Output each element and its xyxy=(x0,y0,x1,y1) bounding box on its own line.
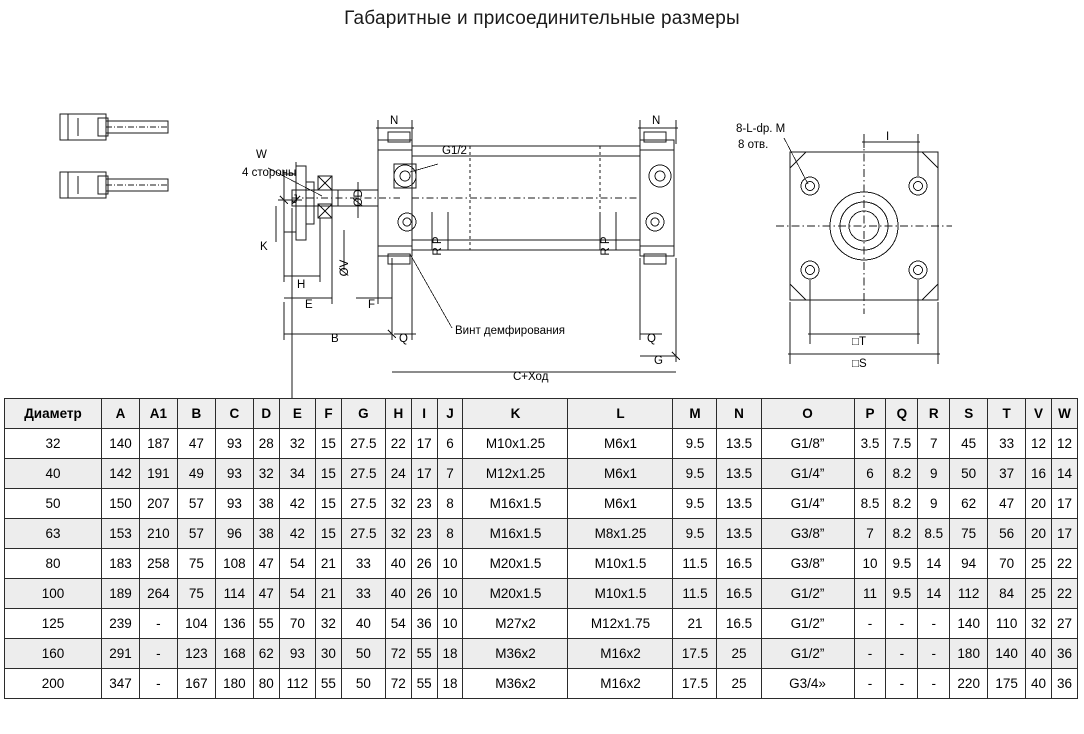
cell-j: 10 xyxy=(437,609,463,639)
label-diameter-d: ØD xyxy=(353,189,365,207)
cell-a: 291 xyxy=(102,639,140,669)
cell-i: 26 xyxy=(411,579,437,609)
cell-t: 140 xyxy=(988,639,1026,669)
cell-m: 9.5 xyxy=(673,459,717,489)
cell-h: 40 xyxy=(385,549,411,579)
cell-j: 8 xyxy=(437,519,463,549)
cell-l: M16x2 xyxy=(568,669,673,699)
column-header-w: W xyxy=(1051,399,1077,429)
table-header-row xyxy=(5,399,1078,429)
cell-o: G1/2” xyxy=(761,579,854,609)
column-header-l: L xyxy=(568,399,673,429)
cell-c: 93 xyxy=(215,459,253,489)
cell-g: 27.5 xyxy=(341,489,385,519)
cell-e: 54 xyxy=(279,549,315,579)
cell-n: 13.5 xyxy=(717,489,761,519)
cell-r: 14 xyxy=(918,549,950,579)
cell-w: 36 xyxy=(1051,669,1077,699)
cell-s: 50 xyxy=(950,459,988,489)
cell-i: 55 xyxy=(411,639,437,669)
cell-f: 30 xyxy=(316,639,342,669)
cell-b: 104 xyxy=(177,609,215,639)
cell-l: M6x1 xyxy=(568,429,673,459)
cell-d: 47 xyxy=(253,579,279,609)
column-header-a: A xyxy=(102,399,140,429)
cell-t: 84 xyxy=(988,579,1026,609)
label-rp-front: R P xyxy=(432,236,444,256)
cell-m: 11.5 xyxy=(673,579,717,609)
cell-m: 21 xyxy=(673,609,717,639)
cell-c: 96 xyxy=(215,519,253,549)
cell-m: 9.5 xyxy=(673,489,717,519)
cell-s: 180 xyxy=(950,639,988,669)
cell-q: 8.2 xyxy=(886,489,918,519)
cell-n: 13.5 xyxy=(717,429,761,459)
column-header-t: T xyxy=(988,399,1026,429)
cell-v: 20 xyxy=(1026,489,1052,519)
cell-c: 93 xyxy=(215,489,253,519)
cell-j: 6 xyxy=(437,429,463,459)
table-row xyxy=(5,429,1078,459)
cell-l: M10x1.5 xyxy=(568,579,673,609)
cell-a1: 187 xyxy=(139,429,177,459)
thumbnail-bottom xyxy=(60,172,168,198)
cell-f: 32 xyxy=(316,609,342,639)
cell-t: 70 xyxy=(988,549,1026,579)
column-header-h: H xyxy=(385,399,411,429)
cell-e: 70 xyxy=(279,609,315,639)
column-header--diameter: Диаметр xyxy=(5,399,102,429)
cell-t: 175 xyxy=(988,669,1026,699)
cell-b: 47 xyxy=(177,429,215,459)
label-g12: G1/2 xyxy=(442,145,467,157)
cell-k: M36x2 xyxy=(463,669,568,699)
cell-j: 18 xyxy=(437,669,463,699)
cell-a: 150 xyxy=(102,489,140,519)
cell-o: G3/8” xyxy=(761,519,854,549)
cell-s: 62 xyxy=(950,489,988,519)
cell-r: - xyxy=(918,639,950,669)
thumbnail-top xyxy=(60,114,168,140)
cell-n: 16.5 xyxy=(717,579,761,609)
label-holes: 8-L-dp. M xyxy=(736,123,786,135)
column-header-q: Q xyxy=(886,399,918,429)
label-f: F xyxy=(368,299,376,311)
label-q-rear: Q xyxy=(647,333,656,345)
cell-r: - xyxy=(918,669,950,699)
cell-k: M16x1.5 xyxy=(463,519,568,549)
cell-a1: 258 xyxy=(139,549,177,579)
cell-n: 13.5 xyxy=(717,519,761,549)
cell-m: 9.5 xyxy=(673,429,717,459)
cell-v: 25 xyxy=(1026,579,1052,609)
column-header-f: F xyxy=(316,399,342,429)
cell-w: 14 xyxy=(1051,459,1077,489)
column-header-r: R xyxy=(918,399,950,429)
cell-n: 13.5 xyxy=(717,459,761,489)
table-row xyxy=(5,639,1078,669)
cell-w: 22 xyxy=(1051,549,1077,579)
cell-e: 34 xyxy=(279,459,315,489)
cell-diameter: 63 xyxy=(5,519,102,549)
cell-diameter: 160 xyxy=(5,639,102,669)
cell-r: 9 xyxy=(918,489,950,519)
cell-h: 72 xyxy=(385,669,411,699)
cell-p: 3.5 xyxy=(854,429,886,459)
label-h: H xyxy=(297,279,306,291)
cell-a: 153 xyxy=(102,519,140,549)
label-g: G xyxy=(654,355,663,367)
cell-p: - xyxy=(854,609,886,639)
cell-s: 140 xyxy=(950,609,988,639)
cell-r: - xyxy=(918,609,950,639)
cell-q: 8.2 xyxy=(886,459,918,489)
label-rp-rear: R P xyxy=(600,236,612,256)
cell-f: 55 xyxy=(316,669,342,699)
cell-w: 17 xyxy=(1051,519,1077,549)
cell-n: 25 xyxy=(717,639,761,669)
cell-a1: - xyxy=(139,639,177,669)
cell-a: 239 xyxy=(102,609,140,639)
cell-t: 56 xyxy=(988,519,1026,549)
cell-h: 24 xyxy=(385,459,411,489)
label-n-rear: N xyxy=(652,115,661,127)
cell-d: 28 xyxy=(253,429,279,459)
cell-b: 49 xyxy=(177,459,215,489)
label-e: E xyxy=(305,299,313,311)
cell-h: 54 xyxy=(385,609,411,639)
label-c-stroke: C+Ход xyxy=(513,371,549,383)
cell-c: 93 xyxy=(215,429,253,459)
cell-p: 10 xyxy=(854,549,886,579)
drawing-svg xyxy=(0,46,1084,386)
cell-a: 140 xyxy=(102,429,140,459)
cell-k: M10x1.25 xyxy=(463,429,568,459)
cell-b: 75 xyxy=(177,549,215,579)
column-header-d: D xyxy=(253,399,279,429)
cell-n: 16.5 xyxy=(717,549,761,579)
cell-b: 75 xyxy=(177,579,215,609)
cell-f: 15 xyxy=(316,489,342,519)
label-k: K xyxy=(260,241,268,253)
cell-p: 7 xyxy=(854,519,886,549)
cell-q: - xyxy=(886,609,918,639)
cell-j: 10 xyxy=(437,549,463,579)
cell-m: 17.5 xyxy=(673,639,717,669)
cell-g: 50 xyxy=(341,639,385,669)
cell-b: 57 xyxy=(177,519,215,549)
cell-e: 42 xyxy=(279,519,315,549)
cell-a1: - xyxy=(139,669,177,699)
cell-e: 112 xyxy=(279,669,315,699)
dimensions-table xyxy=(4,398,1078,699)
cell-e: 32 xyxy=(279,429,315,459)
cell-l: M6x1 xyxy=(568,489,673,519)
cell-i: 23 xyxy=(411,489,437,519)
cell-l: M8x1.25 xyxy=(568,519,673,549)
cell-i: 36 xyxy=(411,609,437,639)
column-header-b: B xyxy=(177,399,215,429)
cell-q: 9.5 xyxy=(886,579,918,609)
label-j: J xyxy=(292,194,298,206)
cell-w: 17 xyxy=(1051,489,1077,519)
cell-j: 8 xyxy=(437,489,463,519)
cell-j: 10 xyxy=(437,579,463,609)
cell-j: 7 xyxy=(437,459,463,489)
label-n-front: N xyxy=(390,115,399,127)
cell-v: 32 xyxy=(1026,609,1052,639)
column-header-j: J xyxy=(437,399,463,429)
cell-n: 25 xyxy=(717,669,761,699)
cell-a1: 210 xyxy=(139,519,177,549)
cell-m: 9.5 xyxy=(673,519,717,549)
cell-c: 168 xyxy=(215,639,253,669)
cell-r: 7 xyxy=(918,429,950,459)
cell-h: 40 xyxy=(385,579,411,609)
cell-d: 38 xyxy=(253,489,279,519)
column-header-m: M xyxy=(673,399,717,429)
cell-a1: 207 xyxy=(139,489,177,519)
table-row xyxy=(5,459,1078,489)
cell-q: 7.5 xyxy=(886,429,918,459)
cell-i: 17 xyxy=(411,459,437,489)
cell-p: 6 xyxy=(854,459,886,489)
cell-g: 40 xyxy=(341,609,385,639)
column-header-g: G xyxy=(341,399,385,429)
cell-f: 21 xyxy=(316,549,342,579)
cell-i: 55 xyxy=(411,669,437,699)
table-row xyxy=(5,489,1078,519)
cell-e: 54 xyxy=(279,579,315,609)
cell-k: M12x1.25 xyxy=(463,459,568,489)
cell-d: 38 xyxy=(253,519,279,549)
column-header-c: C xyxy=(215,399,253,429)
cell-p: - xyxy=(854,639,886,669)
cell-j: 18 xyxy=(437,639,463,669)
cell-diameter: 50 xyxy=(5,489,102,519)
table-row xyxy=(5,579,1078,609)
cell-l: M10x1.5 xyxy=(568,549,673,579)
cell-t: 110 xyxy=(988,609,1026,639)
cell-a1: 264 xyxy=(139,579,177,609)
cell-k: M36x2 xyxy=(463,639,568,669)
cell-i: 26 xyxy=(411,549,437,579)
cell-a1: 191 xyxy=(139,459,177,489)
column-header-n: N xyxy=(717,399,761,429)
cell-g: 27.5 xyxy=(341,429,385,459)
column-header-k: K xyxy=(463,399,568,429)
cell-v: 20 xyxy=(1026,519,1052,549)
cell-w: 27 xyxy=(1051,609,1077,639)
label-w-sub: 4 стороны xyxy=(242,167,297,179)
cell-d: 62 xyxy=(253,639,279,669)
cell-w: 36 xyxy=(1051,639,1077,669)
cell-c: 108 xyxy=(215,549,253,579)
cell-t: 37 xyxy=(988,459,1026,489)
cell-o: G1/4” xyxy=(761,489,854,519)
label-damping-screw: Винт демфирования xyxy=(455,325,565,337)
cell-o: G1/2” xyxy=(761,609,854,639)
cell-q: - xyxy=(886,669,918,699)
cell-diameter: 100 xyxy=(5,579,102,609)
technical-drawing xyxy=(0,46,1084,386)
cylinder-front-view xyxy=(776,138,952,314)
cell-h: 32 xyxy=(385,519,411,549)
cell-a: 347 xyxy=(102,669,140,699)
cell-l: M6x1 xyxy=(568,459,673,489)
cell-v: 25 xyxy=(1026,549,1052,579)
cell-l: M12x1.75 xyxy=(568,609,673,639)
label-w: W xyxy=(256,149,267,161)
cell-h: 32 xyxy=(385,489,411,519)
cell-diameter: 80 xyxy=(5,549,102,579)
cell-f: 21 xyxy=(316,579,342,609)
cell-s: 75 xyxy=(950,519,988,549)
cell-r: 14 xyxy=(918,579,950,609)
cell-i: 23 xyxy=(411,519,437,549)
cell-g: 33 xyxy=(341,549,385,579)
cell-o: G3/4» xyxy=(761,669,854,699)
cell-e: 93 xyxy=(279,639,315,669)
table-body xyxy=(5,429,1078,699)
cell-g: 33 xyxy=(341,579,385,609)
dimensions-table-container xyxy=(4,398,1080,699)
column-header-i: I xyxy=(411,399,437,429)
cell-i: 17 xyxy=(411,429,437,459)
cell-f: 15 xyxy=(316,459,342,489)
cell-k: M20x1.5 xyxy=(463,549,568,579)
cell-a: 189 xyxy=(102,579,140,609)
cell-s: 220 xyxy=(950,669,988,699)
cell-r: 9 xyxy=(918,459,950,489)
cell-k: M27x2 xyxy=(463,609,568,639)
table-row xyxy=(5,549,1078,579)
table-row xyxy=(5,519,1078,549)
cell-diameter: 125 xyxy=(5,609,102,639)
table-row xyxy=(5,669,1078,699)
cell-diameter: 200 xyxy=(5,669,102,699)
cell-o: G1/4” xyxy=(761,459,854,489)
cell-f: 15 xyxy=(316,429,342,459)
cell-t: 33 xyxy=(988,429,1026,459)
cell-s: 45 xyxy=(950,429,988,459)
column-header-o: O xyxy=(761,399,854,429)
cell-n: 16.5 xyxy=(717,609,761,639)
label-i: I xyxy=(886,131,890,143)
cell-c: 114 xyxy=(215,579,253,609)
cell-d: 32 xyxy=(253,459,279,489)
page-title: Габаритные и присоединительные размеры xyxy=(344,8,740,29)
cell-d: 55 xyxy=(253,609,279,639)
column-header-s: S xyxy=(950,399,988,429)
cell-v: 16 xyxy=(1026,459,1052,489)
cell-e: 42 xyxy=(279,489,315,519)
cell-d: 47 xyxy=(253,549,279,579)
cell-q: 9.5 xyxy=(886,549,918,579)
cell-b: 123 xyxy=(177,639,215,669)
cell-q: - xyxy=(886,639,918,669)
cell-h: 22 xyxy=(385,429,411,459)
cell-g: 27.5 xyxy=(341,519,385,549)
cell-b: 57 xyxy=(177,489,215,519)
cylinder-side-view xyxy=(284,132,674,264)
column-header-a1: A1 xyxy=(139,399,177,429)
cell-o: G1/2” xyxy=(761,639,854,669)
label-holes-sub: 8 отв. xyxy=(738,139,769,151)
label-q-front: Q xyxy=(399,333,408,345)
cell-p: 11 xyxy=(854,579,886,609)
cell-a: 142 xyxy=(102,459,140,489)
cell-g: 50 xyxy=(341,669,385,699)
cell-o: G1/8” xyxy=(761,429,854,459)
cell-k: M20x1.5 xyxy=(463,579,568,609)
cell-p: 8.5 xyxy=(854,489,886,519)
cell-g: 27.5 xyxy=(341,459,385,489)
cell-v: 12 xyxy=(1026,429,1052,459)
cell-h: 72 xyxy=(385,639,411,669)
cell-w: 12 xyxy=(1051,429,1077,459)
table-row xyxy=(5,609,1078,639)
cell-s: 94 xyxy=(950,549,988,579)
cell-d: 80 xyxy=(253,669,279,699)
cell-diameter: 40 xyxy=(5,459,102,489)
cell-w: 22 xyxy=(1051,579,1077,609)
cell-c: 180 xyxy=(215,669,253,699)
label-s: □S xyxy=(852,358,867,370)
cell-v: 40 xyxy=(1026,639,1052,669)
cell-f: 15 xyxy=(316,519,342,549)
column-header-v: V xyxy=(1026,399,1052,429)
label-t: □T xyxy=(852,336,866,348)
cell-o: G3/8” xyxy=(761,549,854,579)
cell-m: 11.5 xyxy=(673,549,717,579)
cell-r: 8.5 xyxy=(918,519,950,549)
column-header-e: E xyxy=(279,399,315,429)
label-b: B xyxy=(331,333,339,345)
cell-diameter: 32 xyxy=(5,429,102,459)
cell-s: 112 xyxy=(950,579,988,609)
cell-a: 183 xyxy=(102,549,140,579)
cell-a1: - xyxy=(139,609,177,639)
cell-l: M16x2 xyxy=(568,639,673,669)
column-header-p: P xyxy=(854,399,886,429)
cell-t: 47 xyxy=(988,489,1026,519)
cell-b: 167 xyxy=(177,669,215,699)
cell-v: 40 xyxy=(1026,669,1052,699)
cell-m: 17.5 xyxy=(673,669,717,699)
cell-c: 136 xyxy=(215,609,253,639)
cell-q: 8.2 xyxy=(886,519,918,549)
label-diameter-v: ØV xyxy=(339,259,351,277)
cell-p: - xyxy=(854,669,886,699)
cell-k: M16x1.5 xyxy=(463,489,568,519)
